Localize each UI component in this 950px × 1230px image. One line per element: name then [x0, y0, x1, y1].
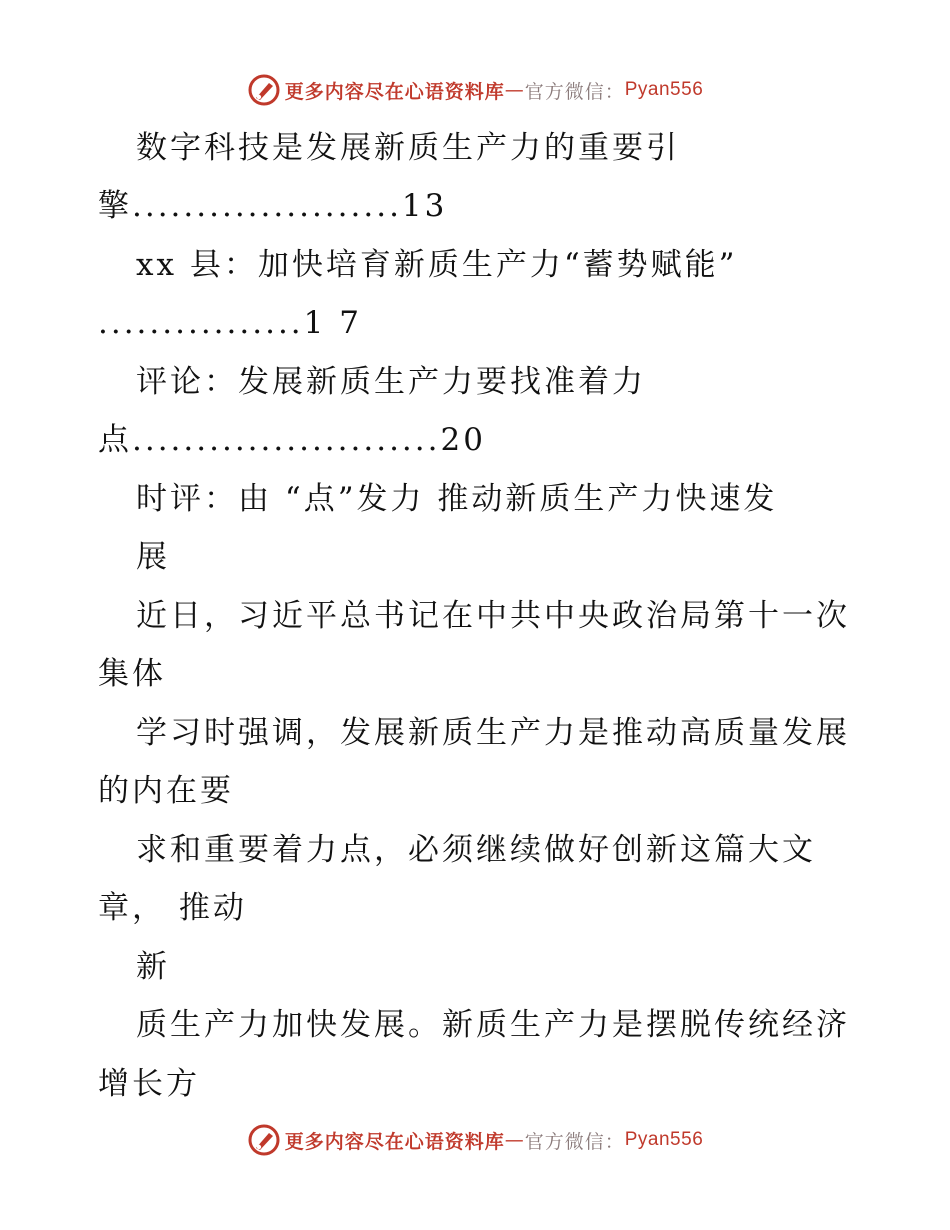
toc-entry-1-title: 数字科技是发展新质生产力的重要引 — [136, 130, 680, 166]
body-line: 集体 — [98, 656, 166, 692]
banner-wechat-id: Pyan556 — [624, 1129, 704, 1150]
toc-entry-2-tail: ................1 7 — [98, 305, 362, 341]
footer-watermark-banner — [0, 1120, 950, 1160]
body-line: 学习时强调，发展新质生产力是推动高质量发展 — [136, 715, 850, 751]
toc-entry-3-title: 评论：发展新质生产力要找准着力 — [136, 364, 646, 400]
body-line: 质生产力加快发展。新质生产力是摆脱传统经济 — [136, 1007, 850, 1043]
toc-entry-2-title: xx 县：加快培育新质生产力“蓄势赋能” — [136, 247, 738, 283]
pen-logo-icon — [247, 73, 281, 107]
banner-wechat-label: 官方微信： — [524, 80, 625, 103]
toc-entry-3-tail: 点........................20 — [98, 422, 486, 458]
banner-wechat-label: 官方微信： — [524, 1130, 625, 1153]
body-line: 增长方 — [98, 1066, 200, 1102]
pen-logo-icon — [247, 1123, 281, 1157]
article-heading-continued: 展 — [136, 539, 170, 575]
body-line: 章， 推动 — [98, 890, 247, 926]
toc-entry-1-tail: 擎.....................13 — [98, 188, 448, 224]
header-watermark-banner — [0, 70, 950, 110]
body-line: 的内在要 — [98, 773, 234, 809]
banner-main-text: 更多内容尽在心语资料库 — [284, 80, 505, 103]
body-line: 近日，习近平总书记在中共中央政治局第十一次 — [136, 598, 850, 634]
banner-dash: — — [504, 1129, 525, 1151]
body-line: 新 — [136, 949, 170, 985]
banner-main-text: 更多内容尽在心语资料库 — [284, 1130, 505, 1153]
banner-wechat-id: Pyan556 — [624, 79, 704, 100]
banner-dash: — — [504, 79, 525, 101]
body-line: 求和重要着力点，必须继续做好创新这篇大文 — [136, 832, 816, 868]
article-heading: 时评：由 “点”发力 推动新质生产力快速发 — [136, 481, 778, 517]
